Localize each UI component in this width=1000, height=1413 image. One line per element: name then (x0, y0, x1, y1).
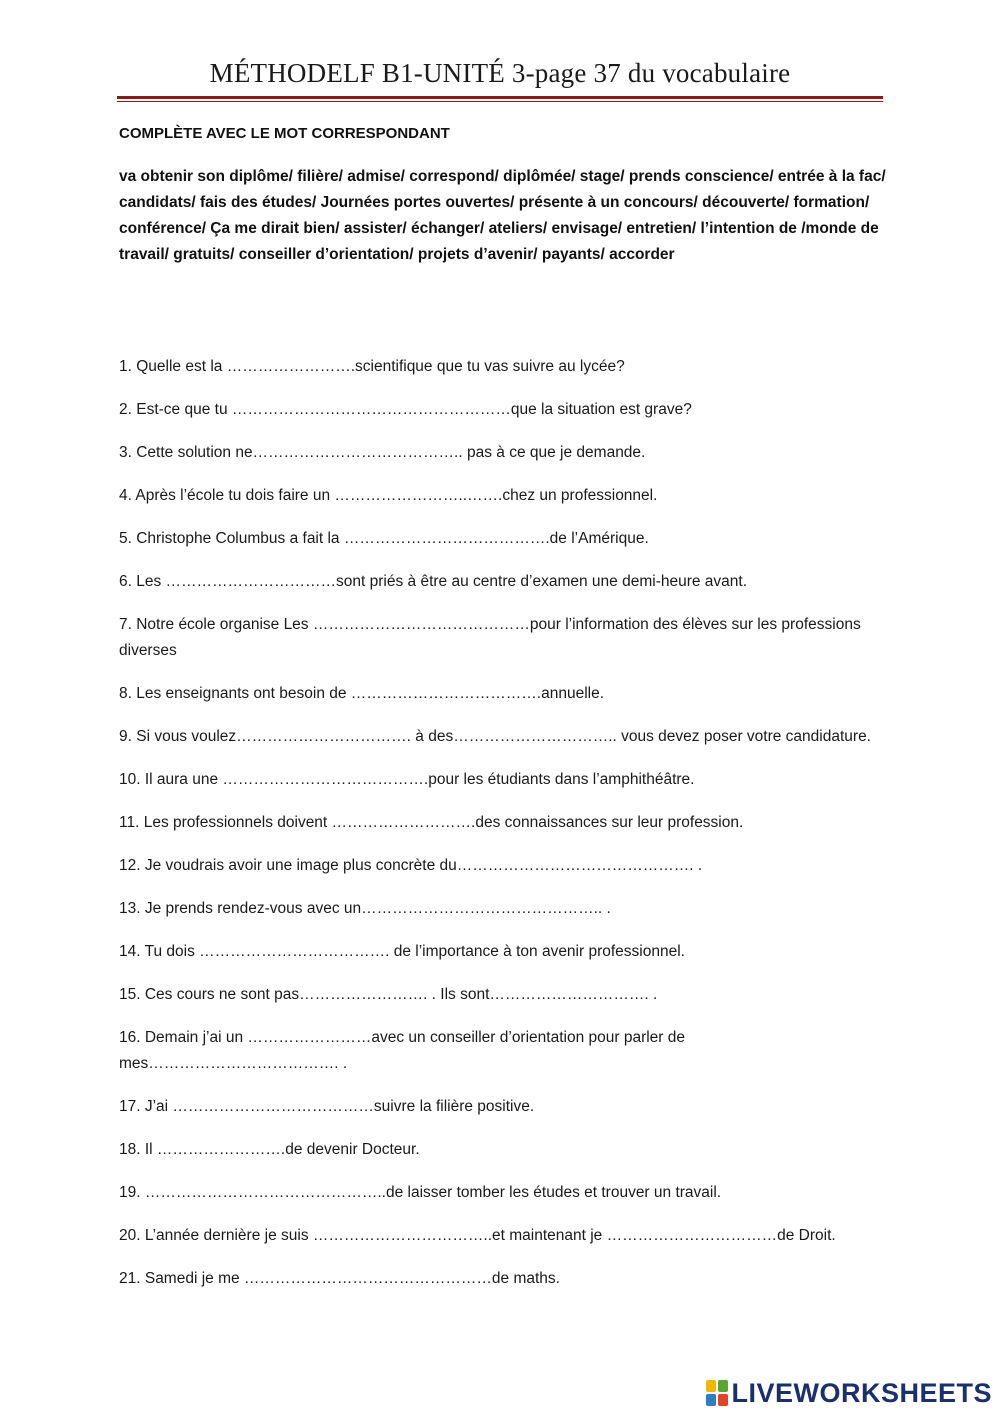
liveworksheets-logo[interactable] (706, 1377, 992, 1409)
question-15: 15. Ces cours ne sont pas……………………. . Ils sont…………………………. . (119, 986, 658, 1003)
logo-text: LIVEWORKSHEETS (731, 1377, 992, 1408)
question-12: 12. Je voudrais avoir une image plus concrète du………………………………………. . (119, 857, 703, 874)
page-title: MÉTHODELF B1-UNITÉ 3-page 37 du vocabulaire (209, 58, 791, 88)
question-21: 21. Samedi je me …………………………………………de maths. (119, 1270, 560, 1287)
logo-mark-icon (706, 1380, 728, 1406)
question-2: 2. Est-ce que tu ………………………………………………que la situation est grave? (119, 401, 692, 418)
question-1: 1. Quelle est la …………………….scientifique que tu vas suivre au lycée? (119, 358, 625, 375)
question-8: 8. Les enseignants ont besoin de ……………………………….annuelle. (119, 685, 605, 702)
title-underline-thin (117, 101, 883, 102)
question-11: 11. Les professionnels doivent ……………………….des connaissances sur leur profession. (119, 814, 744, 831)
question-4: 4. Après l’école tu dois faire un ……………………..…….chez un professionnel. (119, 487, 658, 504)
question-9: 9. Si vous voulez……………………………. à des………………………….. vous devez poser votre candidature. (119, 728, 871, 745)
question-3: 3. Cette solution ne………………………………….. pas à ce que je demande. (119, 444, 646, 461)
question-list (119, 354, 889, 1309)
question-19: 19. ………………………………………..de laisser tomber les études et trouver un travail. (119, 1184, 722, 1201)
question-6: 6. Les ……………………………sont priés à être au centre d’examen une demi-heure avant. (119, 573, 748, 590)
instruction-heading: COMPLÈTE AVEC LE MOT CORRESPONDANT (119, 125, 450, 142)
question-7: 7. Notre école organise Les ……………………………………pour l’information des élèves sur les professions diverses (119, 616, 861, 659)
question-17: 17. J’ai …………………………………suivre la filière positive. (119, 1098, 535, 1115)
title-underline-thick (117, 96, 883, 99)
question-10: 10. Il aura une ………………………………….pour les étudiants dans l’amphithéâtre. (119, 771, 695, 788)
question-18: 18. Il …………………….de devenir Docteur. (119, 1141, 420, 1158)
question-16: 16. Demain j’ai un ……………………avec un conseiller d’orientation pour parler de mes………………………………. . (119, 1029, 686, 1072)
question-5: 5. Christophe Columbus a fait la ………………………………….de l’Amérique. (119, 530, 649, 547)
question-13: 13. Je prends rendez-vous avec un……………………………………….. . (119, 900, 611, 917)
word-bank: va obtenir son diplôme/ filière/ admise/ correspond/ diplômée/ stage/ prends conscience/ entrée à la fac/ candidats/ fais des études/ Journées portes ouvertes/ présente à un concours/ découverte/ formation/ conférence/ Ça me dirait bien/ assister/ échanger/ ateliers/ envisage/ entretien/ l’intention de /monde de travail/ gratuits/ conseiller d’orientation/ projets d’avenir/ payants/ accorder (119, 168, 886, 263)
question-14: 14. Tu dois ………………………………. de l’importance à ton avenir professionnel. (119, 943, 685, 960)
question-20: 20. L’année dernière je suis ……………………………..et maintenant je ……………………………de Droit. (119, 1227, 836, 1244)
